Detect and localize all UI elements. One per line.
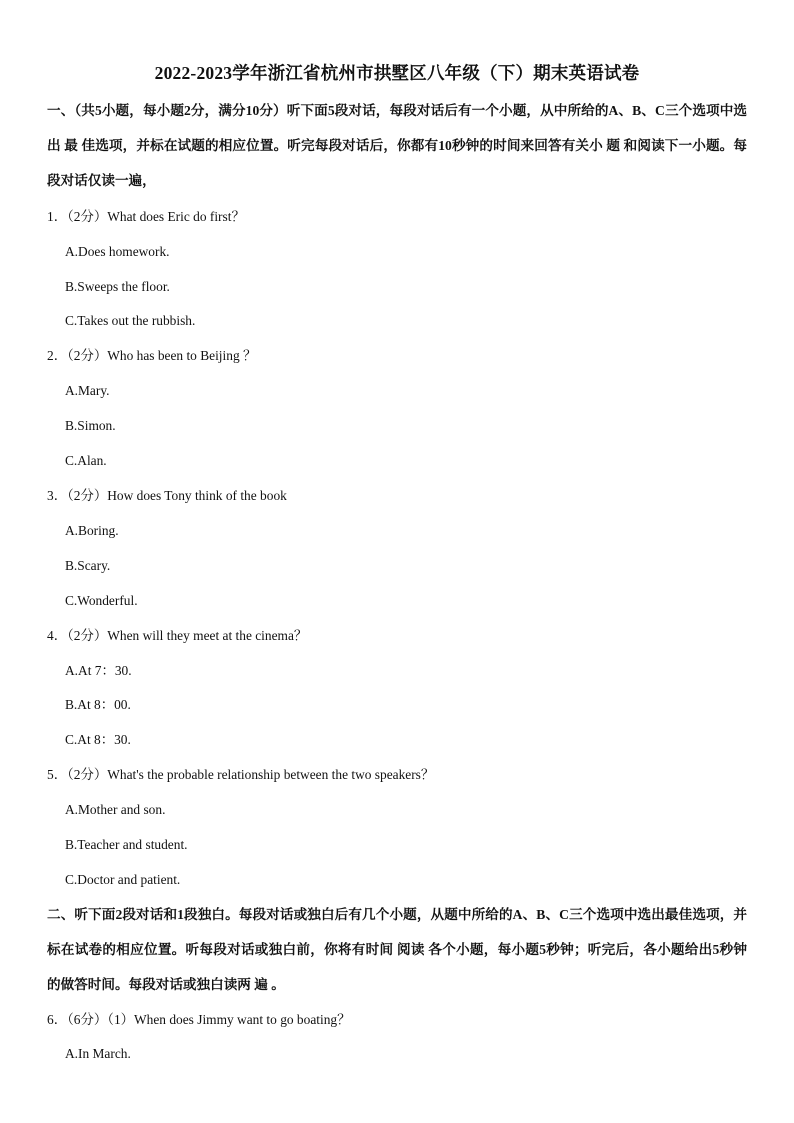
question-4-option-c: C.At 8：30. [65, 732, 131, 747]
question-1-option-c: C.Takes out the rubbish. [65, 313, 196, 328]
question-3-option-c: C.Wonderful. [65, 593, 138, 608]
question-5-stem: 5．（2分）What's the probable relationship between the two speakers？ [47, 767, 435, 782]
question-1-option-a: A.Does homework. [65, 244, 170, 259]
question-4-option-b: B.At 8：00. [65, 697, 131, 712]
question-3-stem: 3．（2分）How does Tony think of the book [47, 488, 287, 503]
question-2-option-b: B.Simon. [65, 418, 116, 433]
question-6-stem: 6．（6分）（1）When does Jimmy want to go boating？ [47, 1012, 351, 1027]
question-6-option-a: A.In March. [65, 1046, 131, 1061]
question-1-stem: 1．（2分）What does Eric do first？ [47, 209, 245, 224]
question-3-option-b: B.Scary. [65, 558, 111, 573]
section-2-instructions: 二、听下面2段对话和1段独白。每段对话或独白后有几个小题，从题中所给的A、B、C三个选项中选出最佳选项，并标在试卷的相应位置。听每段对话或独白前，你将有时间 阅读 各个小题，每小题5秒钟；听完后，各小题给出5秒钟的做答时间。每段对话或独白读两 遍 。 [47, 907, 747, 992]
question-3-option-a: A.Boring. [65, 523, 119, 538]
exam-title: 2022-2023学年浙江省杭州市拱墅区八年级（下）期末英语试卷 [154, 63, 640, 83]
question-2-option-a: A.Mary. [65, 383, 110, 398]
section-1-instructions: 一、（共5小题，每小题2分，满分10分）听下面5段对话，每段对话后有一个小题，从中所给的A、B、C三个选项中选出 最 佳选项，并标在试题的相应位置。听完每段对话后，你都有10秒钟的时间来回答有关小 题 和阅读下一小题。每段对话仅读一遍， [47, 103, 747, 188]
question-5-option-c: C.Doctor and patient. [65, 872, 181, 887]
question-5-option-b: B.Teacher and student. [65, 837, 188, 852]
question-2-stem: 2．（2分）Who has been to Beijing ？ [47, 348, 257, 363]
question-4-stem: 4．（2分）When will they meet at the cinema？ [47, 628, 308, 643]
question-2-option-c: C.Alan. [65, 453, 107, 468]
question-5-option-a: A.Mother and son. [65, 802, 166, 817]
question-4-option-a: A.At 7：30. [65, 663, 132, 678]
question-1-option-b: B.Sweeps the floor. [65, 279, 170, 294]
